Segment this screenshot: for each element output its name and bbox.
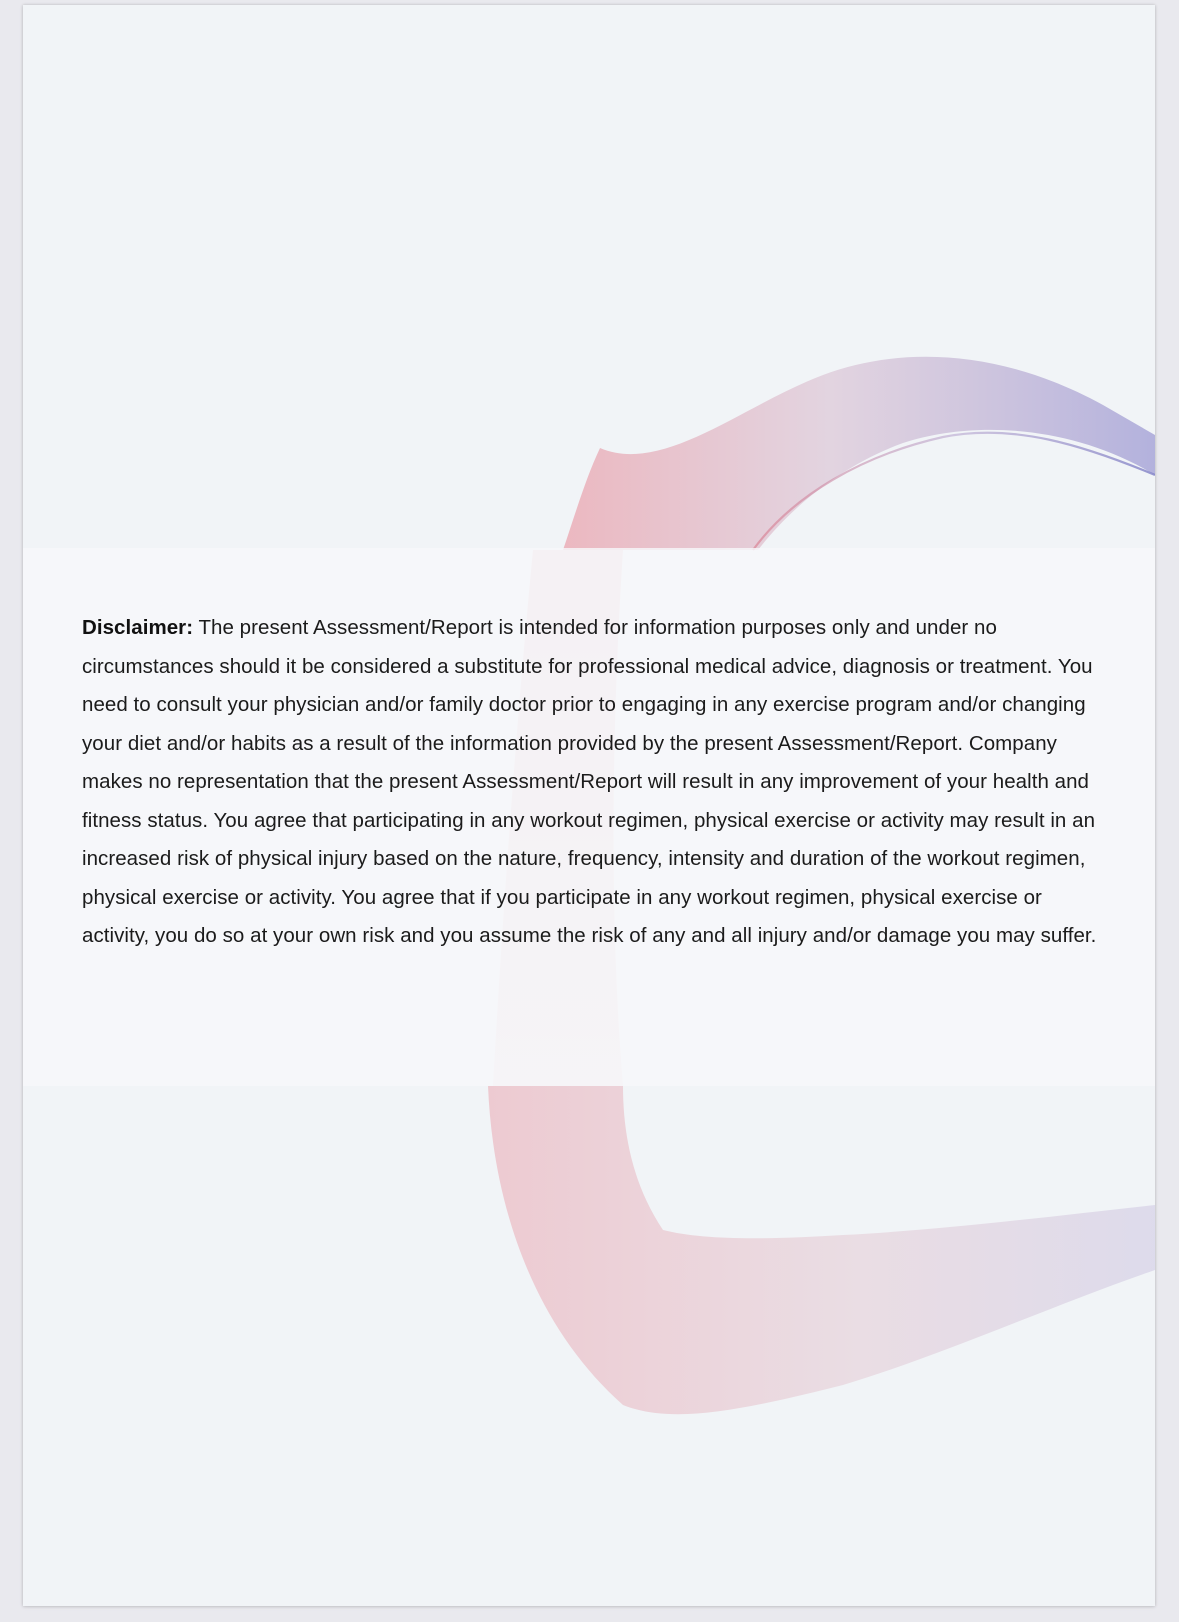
disclaimer-paragraph <box>82 609 1112 956</box>
document-page <box>23 5 1155 1606</box>
disclaimer-label: Disclaimer: <box>82 616 194 639</box>
disclaimer-body: The present Assessment/Report is intended for information purposes only and under no circumstances should it be considered a substitute for professional medical advice, diagnosis or treatment. You need to consult your physician and/or family doctor prior to engaging in any exercise program and/or changing your diet and/or habits as a result of the information provided by the present Assessment/Report. Company makes no representation that the present Assessment/Report will result in any improvement of your health and fitness status. You agree that participating in any workout regimen, physical exercise or activity may result in an increased risk of physical injury based on the nature, frequency, intensity and duration of the workout regimen, physical exercise or activity. You agree that if you participate in any workout regimen, physical exercise or activity, you do so at your own risk and you assume the risk of any and all injury and/or damage you may suffer. <box>82 616 1097 947</box>
